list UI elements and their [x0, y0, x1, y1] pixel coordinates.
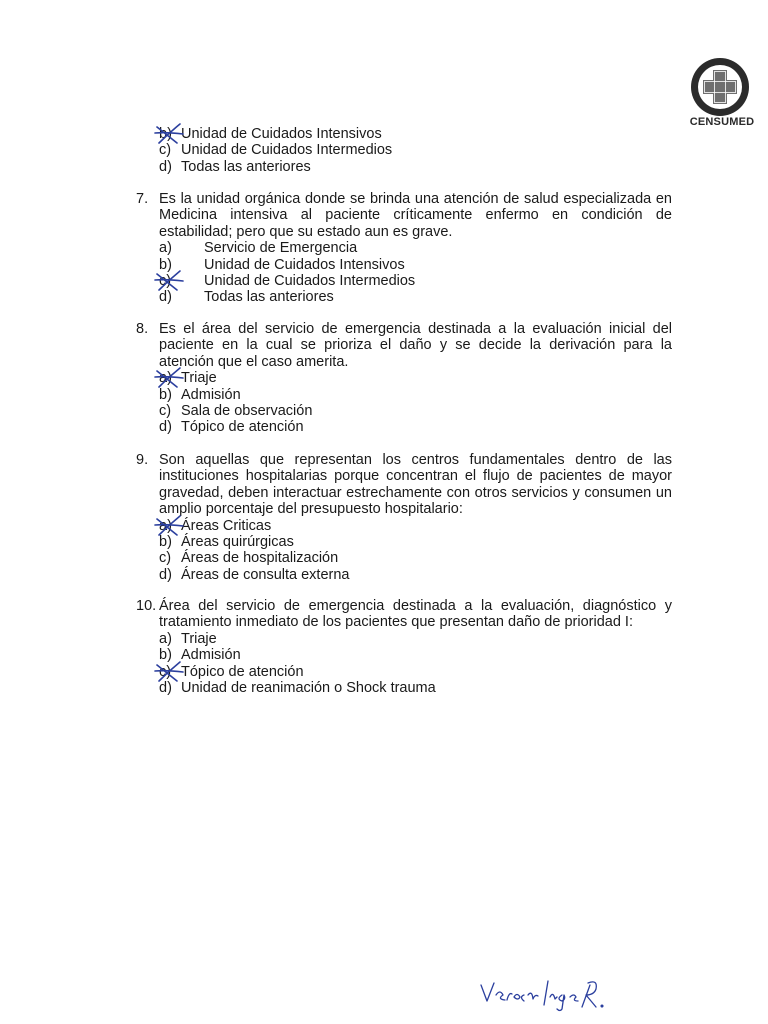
question-line: [136, 598, 672, 631]
option-letter: b): [159, 647, 172, 664]
option-text: Tópico de atención: [181, 663, 304, 680]
answer-option: [159, 370, 672, 386]
option-text: Servicio de Emergencia: [204, 240, 358, 257]
answer-option: [159, 289, 672, 305]
option-text: Áreas quirúrgicas: [181, 534, 294, 551]
option-text: Áreas de consulta externa: [181, 566, 350, 583]
answer-option: [159, 550, 672, 566]
answer-option: [159, 403, 672, 419]
answer-option: [159, 680, 672, 696]
option-text: Áreas Criticas: [181, 517, 272, 534]
option-letter: b): [159, 256, 172, 273]
option-letter: c): [159, 142, 172, 159]
option-text: Todas las anteriores: [181, 158, 311, 175]
question-number: 9.: [136, 452, 149, 468]
answer-option: [159, 534, 672, 550]
answer-option: [159, 142, 672, 158]
options-list: [159, 370, 672, 436]
option-text: Unidad de reanimación o Shock trauma: [181, 679, 436, 696]
option-letter: d): [159, 419, 172, 436]
question-number: 8.: [136, 321, 149, 337]
option-letter: d): [159, 679, 172, 696]
option-letter: a): [159, 370, 172, 387]
option-letter: d): [159, 289, 172, 306]
option-text: Triaje: [181, 630, 217, 647]
answer-option: [159, 126, 672, 142]
answer-option: [159, 518, 672, 534]
option-text: Áreas de hospitalización: [181, 550, 339, 567]
option-letter: c): [159, 273, 172, 289]
options-list: [159, 240, 672, 306]
options-list: [159, 518, 672, 584]
answer-option: [159, 664, 672, 680]
question-10: [136, 598, 672, 696]
question-text: Área del servicio de emergencia destinada a la evaluación, diagnóstico y tratamiento inmediato de los pacientes que presentan daño de prioridad I:: [159, 598, 672, 631]
answer-option: [159, 647, 672, 663]
answer-option: [159, 419, 672, 435]
answer-option: [159, 567, 672, 583]
option-text: Triaje: [181, 370, 217, 387]
answer-option: [159, 273, 672, 289]
medical-cross-icon: [686, 56, 756, 118]
question-8: [136, 321, 672, 436]
question-line: [136, 452, 672, 518]
logo-name: CENSUMED: [689, 116, 755, 128]
question-7: [136, 191, 672, 306]
answer-option: [159, 387, 672, 403]
options-list: [159, 631, 672, 697]
option-text: Tópico de atención: [181, 419, 304, 436]
handwritten-signature: [478, 975, 618, 1015]
question-text: Es la unidad orgánica donde se brinda una atención de salud especializada en Medicina intensiva al paciente críticamente enfermo en condición de estabilidad; pero que su estado aun es grave.: [159, 191, 672, 240]
option-text: Admisión: [181, 647, 241, 664]
option-text: Admisión: [181, 386, 241, 403]
option-text: Unidad de Cuidados Intermedios: [181, 142, 393, 159]
option-text: Unidad de Cuidados Intensivos: [181, 126, 382, 142]
option-letter: d): [159, 158, 172, 175]
option-letter: b): [159, 126, 172, 142]
question-text: Son aquellas que representan los centros fundamentales dentro de las instituciones hospitalarias porque concentran el flujo de pacientes de mayor gravedad, deben interactuar estrechamente con otros servicios y consumen un amplio porcentaje del presupuesto hospitalario:: [159, 452, 672, 518]
option-text: Todas las anteriores: [204, 289, 334, 306]
answer-option: [159, 159, 672, 175]
option-text: Unidad de Cuidados Intensivos: [204, 256, 405, 273]
option-letter: b): [159, 534, 172, 551]
option-letter: a): [159, 630, 172, 647]
answer-option: [159, 257, 672, 273]
option-letter: a): [159, 517, 172, 534]
option-letter: c): [159, 403, 172, 419]
option-letter: d): [159, 566, 172, 583]
question-number: 7.: [136, 191, 149, 207]
option-letter: c): [159, 663, 172, 680]
option-letter: a): [159, 240, 172, 257]
continuation-block: [136, 126, 672, 175]
question-text: Es el área del servicio de emergencia destinada a la evaluación inicial del paciente en la cual se prioriza el daño y se decide la derivación para la atención que el caso amerita.: [159, 321, 672, 370]
option-letter: c): [159, 550, 172, 567]
answer-option: [159, 631, 672, 647]
option-letter: b): [159, 386, 172, 403]
question-line: [136, 191, 672, 240]
question-9: [136, 452, 672, 583]
option-text: Sala de observación: [181, 403, 313, 419]
answer-option: [159, 240, 672, 256]
option-text: Unidad de Cuidados Intermedios: [204, 273, 416, 289]
question-line: [136, 321, 672, 370]
question-number: 10.: [136, 598, 157, 614]
